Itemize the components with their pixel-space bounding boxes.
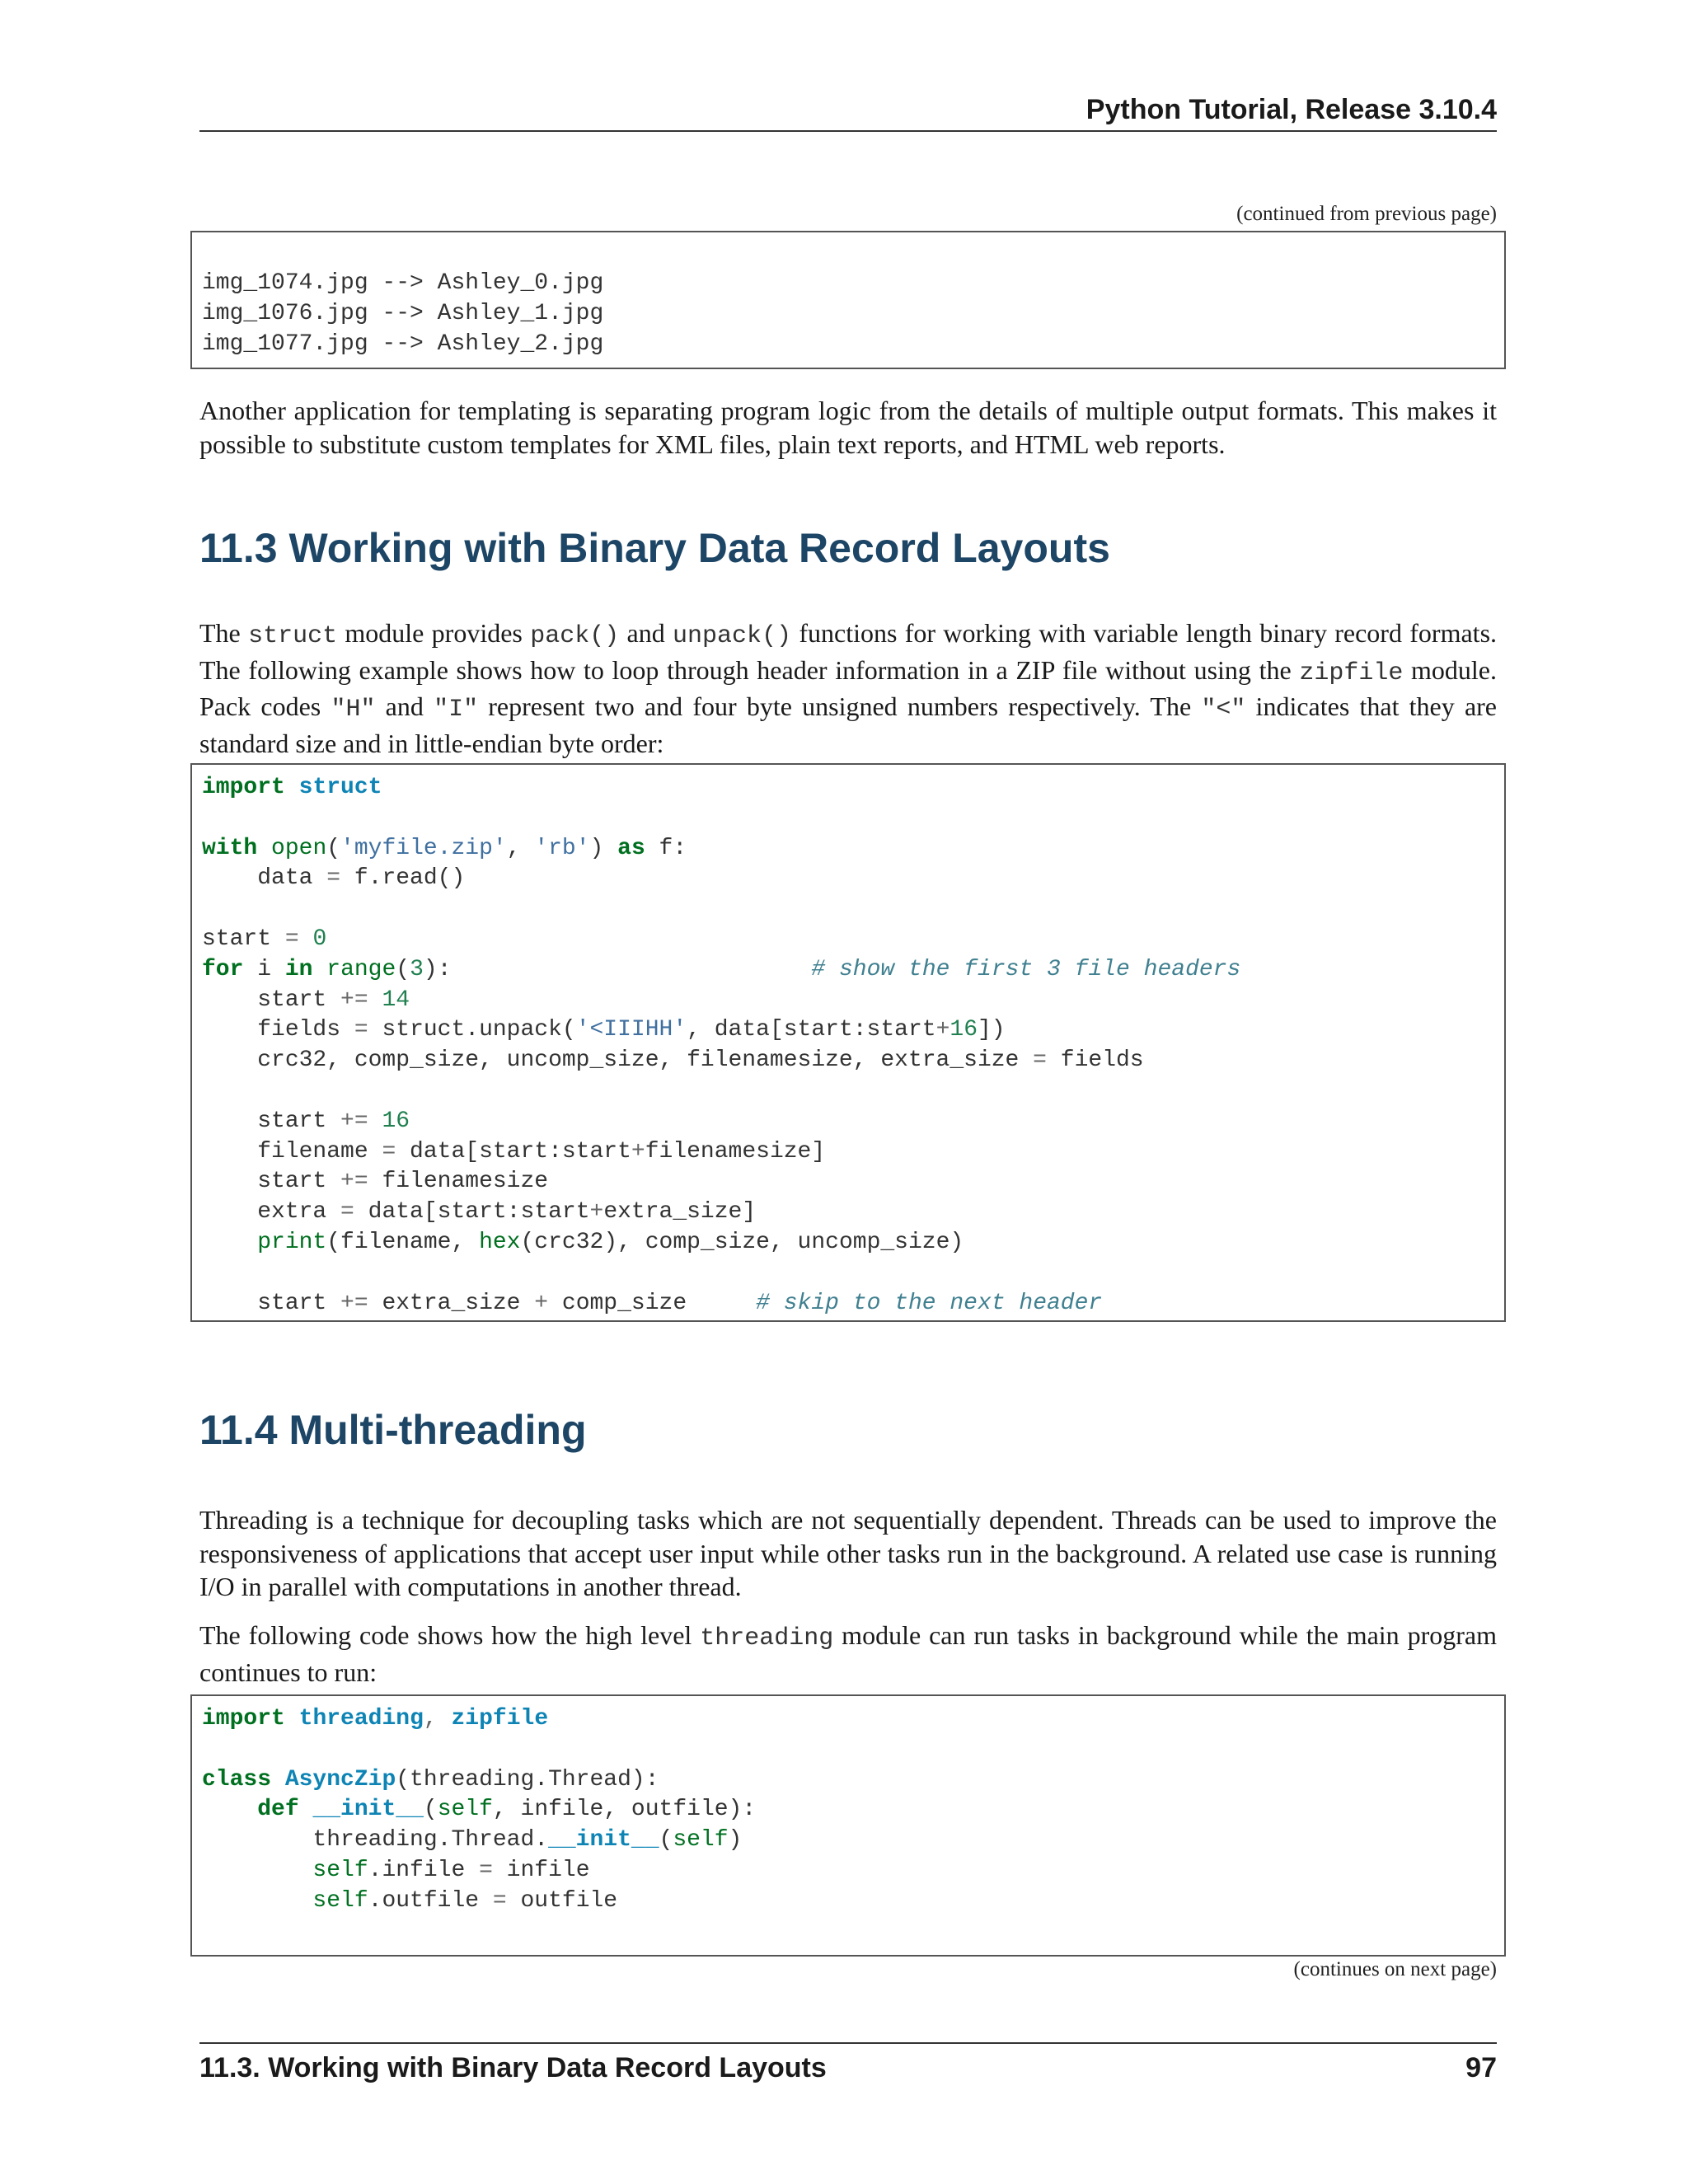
footer-rule (199, 2042, 1497, 2044)
inline-code-struct: struct (248, 622, 338, 650)
page-number: 97 (1465, 2052, 1497, 2083)
code-output-line-1: img_1074.jpg --> Ashley_0.jpg (202, 270, 604, 296)
footer-section-title: 11.3. Working with Binary Data Record Layouts (199, 2052, 827, 2083)
inline-code-I: "I" (434, 696, 479, 724)
section-title-11-3: 11.3 Working with Binary Data Record Layouts (199, 525, 1110, 571)
code-block-output (190, 231, 1506, 369)
inline-code-pack: pack() (530, 622, 620, 650)
continues-on-note: (continues on next page) (1293, 1958, 1497, 1980)
header-rule (199, 130, 1497, 132)
code-block-threading: import threading, zipfile class AsyncZip(threading.Thread): def __init__(self, infile, outfile): threading.Thread.__init__(self) self.infile = infile self.outfile = outfile (190, 1694, 1506, 1957)
inline-code-threading: threading (700, 1624, 834, 1652)
code-output-line-2: img_1076.jpg --> Ashley_1.jpg (202, 300, 604, 326)
paragraph-threading-module: The following code shows how the high level threading module can run tasks in background while the main program continues to run: (199, 1620, 1498, 1687)
code-block-struct: import struct with open('myfile.zip', 'rb') as f: data = f.read() start = 0 for i in range(3): # show the first 3 file headers start += 14 fields = struct.unpack('<IIIHH', data[start:start+16]) crc32, comp_size, uncomp_size, filenamesize, extra_size = fields start += 16 filename = data[start:start+filenamesize] start += filenamesize extra = data[start:start+extra_size] print(filename, hex(crc32), comp_size, uncomp_size) start += extra_size + comp_size # skip to the next header (190, 763, 1506, 1322)
paragraph-struct-intro: The struct module provides pack() and unpack() functions for working with variable length binary record formats. The following example shows how to loop through header information in a ZIP file without using the zipfile module. Pack codes "H" and "I" represent two and four byte unsigned numbers respectively. The "<" indicates that they are standard size and in little-endian byte order: (199, 618, 1498, 758)
inline-code-unpack: unpack() (673, 622, 792, 650)
running-header: Python Tutorial, Release 3.10.4 (1085, 94, 1497, 125)
paragraph-threading-intro: Threading is a technique for decoupling tasks which are not sequentially dependent. Threads can be used to improve the responsiveness of applications that accept user input while other tasks run in the background. A related use case is running I/O in parallel with computations in another thread. (199, 1505, 1497, 1601)
inline-code-zipfile: zipfile (1299, 658, 1404, 687)
continued-from-note: (continued from previous page) (1236, 203, 1497, 225)
paragraph-templating: Another application for templating is separating program logic from the details of multiple output formats. This makes it possible to substitute custom templates for XML files, plain text reports, and HTML web reports. (199, 396, 1497, 459)
inline-code-H: "H" (331, 696, 376, 724)
section-title-11-4: 11.4 Multi-threading (199, 1407, 587, 1453)
code-output-line-3: img_1077.jpg --> Ashley_2.jpg (202, 330, 604, 357)
inline-code-lt: "<" (1201, 696, 1246, 724)
